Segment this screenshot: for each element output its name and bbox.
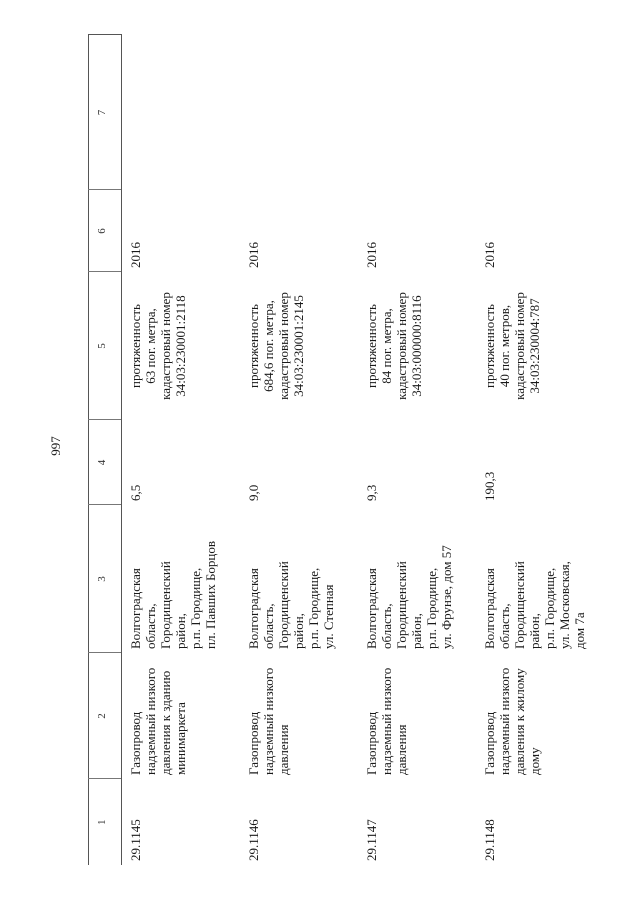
object-name: Газопровод надземный низкого давления к зданию минимаркета <box>128 667 188 775</box>
object-year: 2016 <box>364 242 379 268</box>
column-number: 4 <box>89 420 122 505</box>
object-description: протяженность 40 пог. метров, кадастровый номер 34:03:230004:787 <box>482 292 542 400</box>
object-note <box>476 35 594 190</box>
row-id: 29.1148 <box>482 819 497 861</box>
column-number: 6 <box>89 190 122 272</box>
table-row <box>476 35 594 865</box>
column-number: 2 <box>89 653 122 779</box>
object-note <box>122 35 241 190</box>
table-row <box>122 35 241 865</box>
object-description: протяженность 684,6 пог. метра, кадастровый номер 34:03:230001:2145 <box>246 292 306 400</box>
registry-table-rotated <box>88 35 598 865</box>
object-description: протяженность 84 пог. метра, кадастровый номер 34:03:000000:8116 <box>364 292 424 400</box>
object-name: Газопровод надземный низкого давления <box>246 667 291 775</box>
table-row <box>240 35 358 865</box>
object-value: 6,5 <box>128 484 143 501</box>
object-note <box>358 35 476 190</box>
object-value: 190,3 <box>482 471 497 501</box>
object-address: Волгоградская область, Городищенский район, р.п. Городище, ул. Степная <box>246 561 336 649</box>
column-number: 7 <box>89 35 122 190</box>
row-id: 29.1146 <box>246 819 261 861</box>
column-number: 1 <box>89 779 122 865</box>
column-number: 3 <box>89 505 122 653</box>
object-address: Волгоградская область, Городищенский район, р.п. Городище, ул. Московская, дом 7а <box>482 561 587 649</box>
column-number: 5 <box>89 272 122 420</box>
object-name: Газопровод надземный низкого давления к жилому дому <box>482 667 542 775</box>
row-id: 29.1145 <box>128 819 143 861</box>
column-number-row <box>89 35 122 865</box>
object-value: 9,0 <box>246 484 261 501</box>
object-note <box>240 35 358 190</box>
object-year: 2016 <box>128 242 143 268</box>
object-name: Газопровод надземный низкого давления <box>364 667 409 775</box>
object-address: Волгоградская область, Городищенский район, р.п. Городище, пл. Павших Борцов <box>128 540 218 649</box>
table-row <box>358 35 476 865</box>
row-id: 29.1147 <box>364 819 379 861</box>
object-year: 2016 <box>482 242 497 268</box>
object-address: Волгоградская область, Городищенский район, р.п. Городище, ул. Фрунзе, дом 57 <box>364 545 454 649</box>
page-number: 997 <box>48 436 63 456</box>
object-value: 9,3 <box>364 484 379 501</box>
registry-table <box>88 35 594 866</box>
object-description: протяженность 63 пог. метра, кадастровый номер 34:03:230001:2118 <box>128 292 188 400</box>
object-year: 2016 <box>246 242 261 268</box>
